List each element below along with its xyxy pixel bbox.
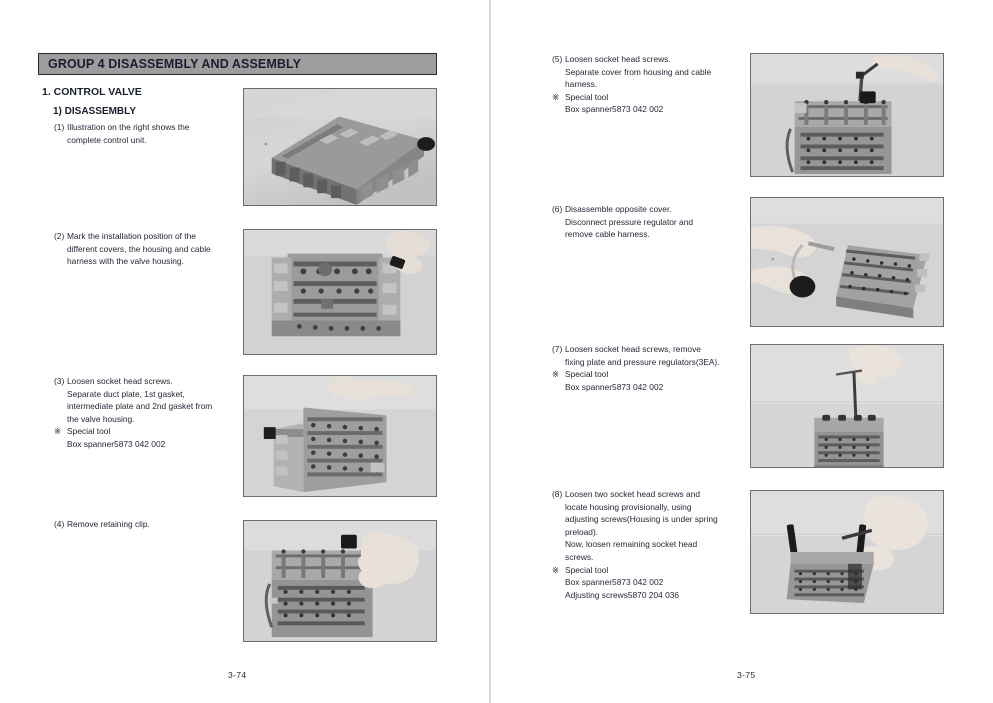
tool-name: Box spanner xyxy=(565,104,613,115)
step-3-tool-0 xyxy=(54,438,226,451)
step-6-text-0: Disassemble opposite cover. xyxy=(565,204,672,214)
special-tool-label: Special tool xyxy=(565,564,609,575)
photo-step-1 xyxy=(243,88,437,206)
step-8-line-3: preload). xyxy=(565,526,599,537)
tool-name: Adjusting screws xyxy=(565,589,628,600)
step-block-7 xyxy=(552,343,747,393)
subsection-title: 1) DISASSEMBLY xyxy=(53,106,136,117)
step-7-line-0 xyxy=(552,343,747,356)
photo-step-6-image xyxy=(751,198,943,326)
step-8-tool-0 xyxy=(552,576,729,589)
step-1-line-1: complete control unit. xyxy=(67,134,147,145)
page-title: 1. CONTROL VALVE xyxy=(42,86,142,98)
special-tool-label: Special tool xyxy=(67,426,111,437)
photo-step-8-image xyxy=(751,491,943,613)
photo-step-3-image xyxy=(244,376,436,496)
step-2-line-0 xyxy=(54,230,239,243)
step-3-line-2: intermediate plate and 2nd gasket from xyxy=(67,401,213,412)
step-1-text-0: Illustration on the right shows the xyxy=(67,122,190,132)
step-8-line-0 xyxy=(552,488,747,501)
page-number-right: 3-75 xyxy=(737,670,756,680)
step-8-line-5: screws. xyxy=(565,551,594,562)
step-block-6 xyxy=(552,203,742,241)
step-7-line-1: fixing plate and pressure regulators(3EA). xyxy=(565,356,720,367)
step-block-3 xyxy=(54,375,239,451)
step-6-number: (6) xyxy=(552,204,563,214)
step-8-line-4: Now, loosen remaining socket head xyxy=(565,539,698,550)
special-tool-label: Special tool xyxy=(565,91,609,102)
page-number-left: 3-74 xyxy=(228,670,247,680)
tool-part-number: 5873 042 002 xyxy=(612,104,664,115)
tool-name: Box spanner xyxy=(67,438,115,449)
step-2-line-1: different covers, the housing and cable xyxy=(67,243,211,254)
step-3-line-3: the valve housing. xyxy=(67,413,135,424)
photo-step-2-image xyxy=(244,230,436,354)
step-2-line-2: harness with the valve housing. xyxy=(67,256,184,267)
step-5-line-2: harness. xyxy=(565,79,598,90)
step-3-line-0 xyxy=(54,375,239,388)
step-4-number: (4) xyxy=(54,519,65,529)
tool-part-number: 5870 204 036 xyxy=(627,589,680,600)
special-tool-marker-icon: ※ xyxy=(552,369,560,380)
special-tool-marker-icon: ※ xyxy=(54,426,62,437)
tool-part-number: 5873 042 002 xyxy=(612,381,664,392)
step-2-text-0: Mark the installation position of the xyxy=(67,231,196,241)
special-tool-label: Special tool xyxy=(565,369,609,380)
step-5-line-1: Separate cover from housing and cable xyxy=(565,66,712,77)
step-8-text-0: Loosen two socket head screws and xyxy=(565,489,701,499)
tool-name: Box spanner xyxy=(565,577,613,588)
step-block-2 xyxy=(54,230,239,268)
photo-step-3 xyxy=(243,375,437,497)
left-page xyxy=(0,0,489,703)
photo-step-7 xyxy=(750,344,944,468)
tool-part-number: 5873 042 002 xyxy=(114,438,166,449)
step-6-line-1: Disconnect pressure regulator and xyxy=(565,216,694,227)
right-page xyxy=(491,0,993,703)
step-3-number: (3) xyxy=(54,376,65,386)
photo-step-1-image xyxy=(244,89,436,205)
step-2-number: (2) xyxy=(54,231,65,241)
group-header-bar xyxy=(38,53,437,75)
step-7-tool-0 xyxy=(552,381,729,394)
special-tool-marker-icon: ※ xyxy=(552,91,560,102)
step-block-1 xyxy=(54,121,234,146)
tool-name: Box spanner xyxy=(565,381,613,392)
step-7-special-tool-row xyxy=(552,368,747,381)
photo-step-4 xyxy=(243,520,437,642)
step-block-8 xyxy=(552,488,747,601)
step-4-line-0 xyxy=(54,518,239,531)
special-tool-marker-icon: ※ xyxy=(552,564,560,575)
step-8-special-tool-row xyxy=(552,564,747,577)
step-8-tool-1 xyxy=(552,589,729,602)
step-8-line-1: locate housing provisionally, using xyxy=(565,501,692,512)
step-1-line-0 xyxy=(54,121,234,134)
step-3-special-tool-row xyxy=(54,425,239,438)
step-block-4 xyxy=(54,518,239,531)
step-5-text-0: Loosen socket head screws. xyxy=(565,54,671,64)
photo-step-2 xyxy=(243,229,437,355)
step-7-text-0: Loosen socket head screws, remove xyxy=(565,344,701,354)
step-7-number: (7) xyxy=(552,344,563,354)
step-1-number: (1) xyxy=(54,122,65,132)
step-5-number: (5) xyxy=(552,54,563,64)
step-4-text-0: Remove retaining clip. xyxy=(67,519,150,529)
step-8-line-2: adjusting screws(Housing is under spring xyxy=(565,514,718,525)
photo-step-6 xyxy=(750,197,944,327)
step-5-special-tool-row xyxy=(552,91,742,104)
step-3-line-1: Separate duct plate, 1st gasket, xyxy=(67,388,185,399)
step-6-line-2: remove cable harness. xyxy=(565,229,650,240)
step-5-tool-0 xyxy=(552,103,729,116)
photo-step-5-image xyxy=(751,54,943,176)
photo-step-4-image xyxy=(244,521,436,641)
group-header-title: GROUP 4 DISASSEMBLY AND ASSEMBLY xyxy=(48,57,302,71)
step-8-number: (8) xyxy=(552,489,563,499)
step-5-line-0 xyxy=(552,53,742,66)
photo-step-8 xyxy=(750,490,944,614)
step-block-5 xyxy=(552,53,742,116)
step-6-line-0 xyxy=(552,203,742,216)
step-3-text-0: Loosen socket head screws. xyxy=(67,376,173,386)
photo-step-7-image xyxy=(751,345,943,467)
tool-part-number: 5873 042 002 xyxy=(612,577,664,588)
photo-step-5 xyxy=(750,53,944,177)
